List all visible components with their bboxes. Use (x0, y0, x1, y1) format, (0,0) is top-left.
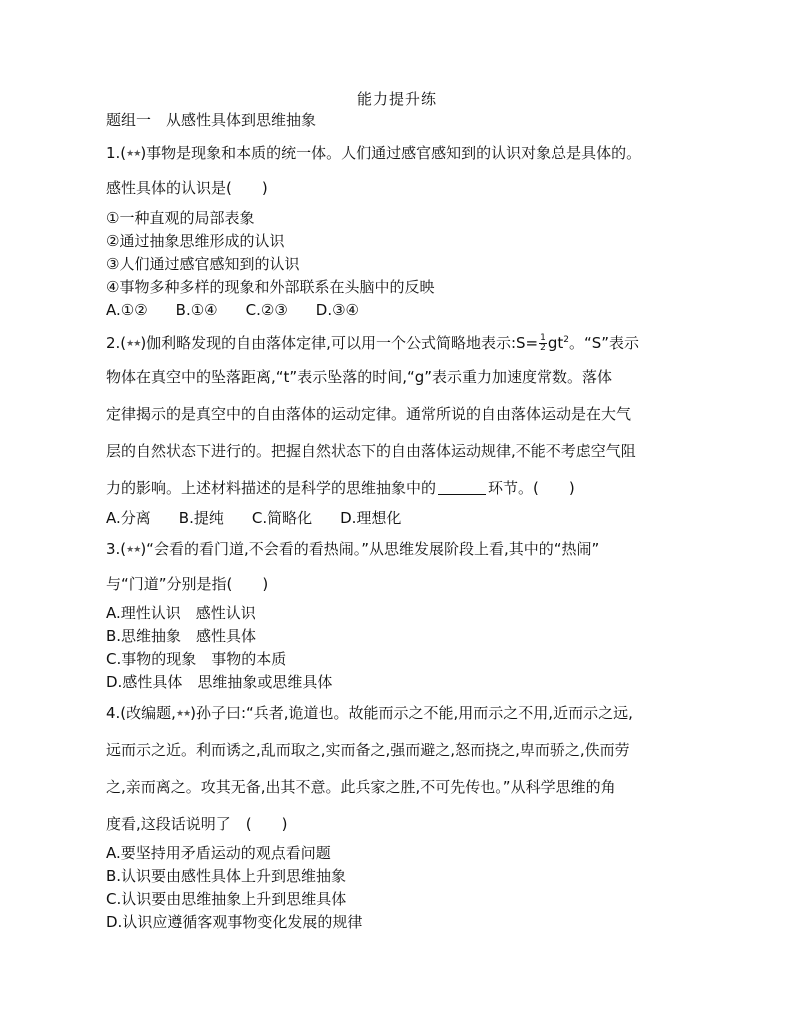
q4-line-2: 远而示之近。利而诱之,乱而取之,实而备之,强而避之,怒而挠之,卑而骄之,佚而劳 (106, 741, 630, 759)
q3-line-1: 3.(★★)“会看的看门道,不会看的看热闹。”从思维发展阶段上看,其中的“热闹” (106, 540, 600, 558)
answer-blank[interactable] (438, 480, 486, 495)
q1-options (106, 300, 387, 320)
q3-stem: “会看的看门道,不会看的看热闹。”从思维发展阶段上看,其中的“热闹” (146, 540, 600, 558)
difficulty-star-icon: ★★ (126, 339, 141, 349)
q4-line-1: 4.(改编题,★★)孙子曰:“兵者,诡道也。故能而示之不能,用而示之不用,近而示之远, (106, 704, 633, 722)
q2-line-5: 力的影响。上述材料描述的是科学的思维抽象中的 环节。( ) (106, 479, 575, 497)
q2-line-4: 层的自然状态下进行的。把握自然状态下的自由落体运动规律,不能不考虑空气阻 (106, 442, 636, 460)
q1-stem: 事物是现象和本质的统一体。人们通过感官感知到的认识对象总是具体的。 (146, 144, 642, 162)
difficulty-star-icon: ★★ (126, 545, 141, 555)
q1-item-4: ④事物多种多样的现象和外部联系在头脑中的反映 (106, 278, 435, 296)
q1-option-c[interactable]: C.②③ (245, 301, 288, 319)
q1-item-1: ①一种直观的局部表象 (106, 209, 255, 227)
q4-option-b[interactable]: B.认识要由感性具体上升到思维抽象 (106, 867, 347, 885)
q2-option-b[interactable]: B.提纯 (178, 509, 224, 527)
q3-option-a[interactable]: A.理性认识 感性认识 (106, 604, 256, 622)
q1-line-2: 感性具体的认识是( ) (106, 179, 268, 197)
q1-item-3: ③人们通过感官感知到的认识 (106, 255, 300, 273)
q1-option-a[interactable]: A.①② (106, 301, 148, 319)
q1-option-d[interactable]: D.③④ (315, 301, 359, 319)
q3-option-c[interactable]: C.事物的现象 事物的本质 (106, 650, 287, 668)
q2-line-1: 2.(★★)伽利略发现的自由落体定律,可以用一个公式简略地表示:S= $\frac{1}{2}$ $gt^2$。“S”表示 (106, 333, 640, 353)
q4-option-c[interactable]: C.认识要由思维抽象上升到思维具体 (106, 890, 347, 908)
q2-options (106, 508, 429, 528)
q2-option-d[interactable]: D.理想化 (340, 509, 402, 527)
difficulty-star-icon: ★★ (175, 709, 191, 719)
q2-line-3: 定律揭示的是真空中的自由落体的运动定律。通常所说的自由落体运动是在大气 (106, 405, 632, 423)
page-title: 能力提升练 (356, 90, 437, 108)
q3-option-d[interactable]: D.感性具体 思维抽象或思维具体 (106, 673, 333, 691)
q2-option-a[interactable]: A.分离 (106, 509, 151, 527)
q3-line-2: 与“门道”分别是指( ) (106, 575, 269, 593)
fraction-one-half: $\frac{1}{2}$ (540, 333, 546, 353)
q4-line-3: 之,亲而离之。攻其无备,出其不意。此兵家之胜,不可先传也。”从科学思维的角 (106, 778, 616, 796)
q1-number: 1.( (106, 144, 127, 162)
q1-line-1: 1.(★★)事物是现象和本质的统一体。人们通过感官感知到的认识对象总是具体的。 (106, 144, 642, 162)
q2-number: 2.( (106, 334, 127, 352)
q4-stem: 孙子曰:“兵者,诡道也。故能而示之不能,用而示之不用,近而示之远, (195, 704, 633, 722)
q4-number: 4.(改编题, (106, 704, 176, 722)
difficulty-star-icon: ★★ (126, 149, 141, 159)
q2-line-2: 物体在真空中的坠落距离,“t”表示坠落的时间,“g”表示重力加速度常数。落体 (106, 368, 613, 386)
q4-option-a[interactable]: A.要坚持用矛盾运动的观点看问题 (106, 844, 331, 862)
q2-option-c[interactable]: C.简略化 (251, 509, 313, 527)
q3-option-b[interactable]: B.思维抽象 感性具体 (106, 627, 257, 645)
q3-number: 3.( (106, 540, 127, 558)
q4-line-4: 度看,这段话说明了 ( ) (106, 815, 288, 833)
group-title: 题组一 从感性具体到思维抽象 (106, 111, 317, 129)
q1-item-2: ②通过抽象思维形成的认识 (106, 232, 285, 250)
q4-option-d[interactable]: D.认识应遵循客观事物变化发展的规律 (106, 913, 363, 931)
q1-option-b[interactable]: B.①④ (175, 301, 218, 319)
